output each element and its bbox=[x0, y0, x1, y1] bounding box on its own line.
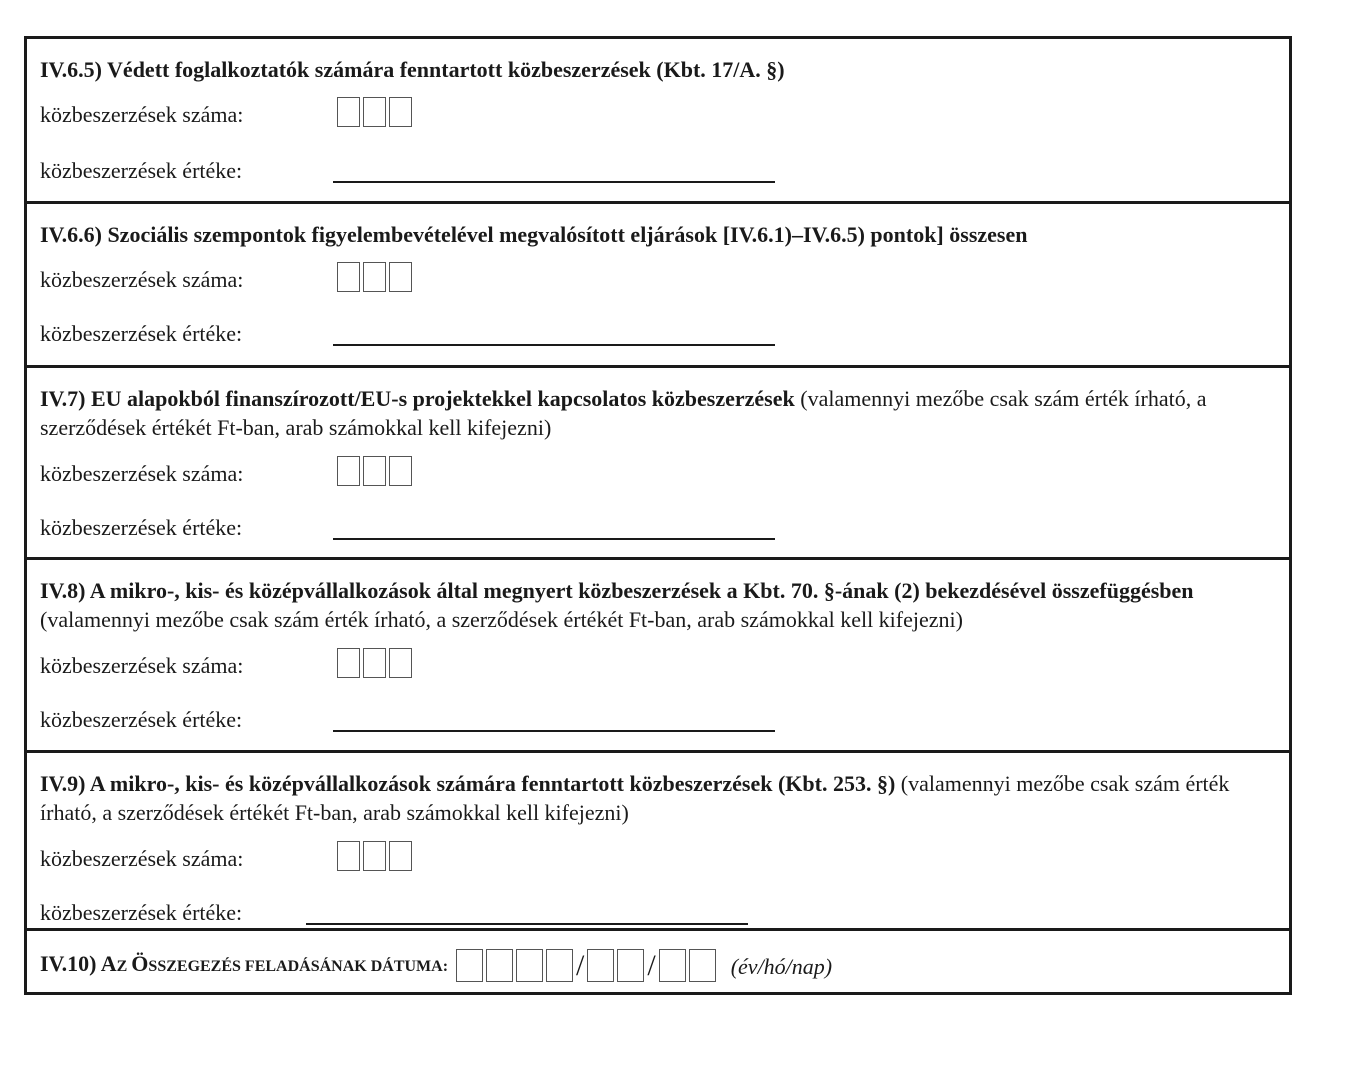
day-digit-box-2[interactable] bbox=[689, 949, 716, 982]
month-digit-box-1[interactable] bbox=[587, 949, 614, 982]
value-input-line[interactable] bbox=[306, 922, 748, 925]
count-label: közbeszerzések száma: bbox=[40, 102, 244, 127]
date-format-hint: (év/hó/nap) bbox=[730, 954, 833, 979]
count-row bbox=[40, 837, 940, 871]
heading-bold-text: IV.7) EU alapokból finanszírozott/EU-s projektekkel kapcsolatos közbeszerzések bbox=[40, 386, 795, 411]
date-label bbox=[40, 949, 448, 982]
value-input-line[interactable] bbox=[333, 343, 775, 346]
value-input-line[interactable] bbox=[333, 537, 775, 540]
heading-bold-text: IV.8) A mikro-, kis- és középvállalkozások által megnyert közbeszerzések a Kbt. 70. §-ának (2) bekezdésével összefüggésben bbox=[40, 578, 1194, 603]
value-row bbox=[40, 149, 940, 183]
digit-box-2[interactable] bbox=[363, 648, 386, 678]
value-label: közbeszerzések értéke: bbox=[40, 321, 243, 346]
value-row bbox=[40, 312, 940, 346]
digit-box-2[interactable] bbox=[363, 456, 386, 486]
heading-bold-text: IV.9) A mikro-, kis- és középvállalkozások számára fenntartott közbeszerzések (Kbt. 253. §) bbox=[40, 771, 896, 796]
count-label: közbeszerzések száma: bbox=[40, 461, 244, 486]
section-iv-10 bbox=[27, 928, 1289, 992]
day-digit-box-1[interactable] bbox=[659, 949, 686, 982]
count-digit-boxes bbox=[337, 841, 412, 871]
procurement-form bbox=[24, 36, 1292, 995]
section-iv-6-6 bbox=[27, 201, 1289, 365]
count-row bbox=[40, 258, 940, 292]
value-row bbox=[40, 891, 940, 925]
year-digit-box-4[interactable] bbox=[546, 949, 573, 982]
count-row bbox=[40, 644, 940, 678]
count-label: közbeszerzések száma: bbox=[40, 846, 244, 871]
date-label-number: IV.10) bbox=[40, 951, 101, 976]
count-digit-boxes bbox=[337, 262, 412, 292]
digit-box-2[interactable] bbox=[363, 841, 386, 871]
digit-box-3[interactable] bbox=[389, 262, 412, 292]
section-heading bbox=[40, 769, 1269, 827]
heading-bold-text: IV.6.6) Szociális szempontok figyelembevételével megvalósított eljárások [IV.6.1)–IV.6.5) pontok] összesen bbox=[40, 222, 1028, 247]
month-digit-box-2[interactable] bbox=[617, 949, 644, 982]
section-heading bbox=[40, 220, 1269, 249]
heading-bold-text: IV.6.5) Védett foglalkoztatók számára fenntartott közbeszerzések (Kbt. 17/A. §) bbox=[40, 57, 785, 82]
digit-box-2[interactable] bbox=[363, 262, 386, 292]
submission-date-row bbox=[40, 942, 832, 982]
value-input-line[interactable] bbox=[333, 729, 775, 732]
count-label: közbeszerzések száma: bbox=[40, 267, 244, 292]
year-digit-box-1[interactable] bbox=[456, 949, 483, 982]
digit-box-1[interactable] bbox=[337, 841, 360, 871]
digit-box-3[interactable] bbox=[389, 456, 412, 486]
section-iv-6-5 bbox=[27, 39, 1289, 201]
date-label-rest-2: SSZEGEZÉS FELADÁSÁNAK DÁTUMA: bbox=[148, 958, 449, 975]
count-digit-boxes bbox=[337, 648, 412, 678]
count-digit-boxes bbox=[337, 97, 412, 127]
value-row bbox=[40, 698, 940, 732]
section-iv-9 bbox=[27, 750, 1289, 928]
count-row bbox=[40, 93, 940, 127]
section-heading bbox=[40, 384, 1269, 442]
year-digit-box-3[interactable] bbox=[516, 949, 543, 982]
digit-box-2[interactable] bbox=[363, 97, 386, 127]
section-heading bbox=[40, 576, 1269, 634]
value-input-line[interactable] bbox=[333, 180, 775, 183]
date-separator: / bbox=[576, 949, 585, 982]
section-iv-7 bbox=[27, 365, 1289, 557]
section-iv-8 bbox=[27, 557, 1289, 750]
digit-box-1[interactable] bbox=[337, 97, 360, 127]
year-digit-box-2[interactable] bbox=[486, 949, 513, 982]
count-digit-boxes bbox=[337, 456, 412, 486]
digit-box-1[interactable] bbox=[337, 648, 360, 678]
value-label: közbeszerzések értéke: bbox=[40, 707, 243, 732]
heading-note: (valamennyi mezőbe csak szám érték írható, a szerződések értékét Ft-ban, arab számokkal kell kifejezni) bbox=[40, 771, 1230, 825]
section-heading bbox=[40, 55, 1269, 84]
value-label: közbeszerzések értéke: bbox=[40, 515, 243, 540]
value-label: közbeszerzések értéke: bbox=[40, 158, 243, 183]
value-label: közbeszerzések értéke: bbox=[40, 900, 243, 925]
date-label-rest-1: Z bbox=[116, 958, 132, 975]
heading-note: (valamennyi mezőbe csak szám érték írható, a szerződések értékét Ft-ban, arab számokkal kell kifejezni) bbox=[40, 386, 1207, 440]
digit-box-3[interactable] bbox=[389, 648, 412, 678]
digit-box-1[interactable] bbox=[337, 456, 360, 486]
digit-box-3[interactable] bbox=[389, 97, 412, 127]
count-label: közbeszerzések száma: bbox=[40, 653, 244, 678]
heading-note: (valamennyi mezőbe csak szám érték írható, a szerződések értékét Ft-ban, arab számokkal kell kifejezni) bbox=[40, 607, 963, 632]
count-row bbox=[40, 452, 940, 486]
date-separator: / bbox=[647, 949, 656, 982]
value-row bbox=[40, 506, 940, 540]
date-label-initial-1: A bbox=[100, 951, 117, 976]
digit-box-3[interactable] bbox=[389, 841, 412, 871]
date-input-boxes bbox=[456, 949, 719, 982]
digit-box-1[interactable] bbox=[337, 262, 360, 292]
date-label-initial-2: Ö bbox=[131, 951, 149, 976]
